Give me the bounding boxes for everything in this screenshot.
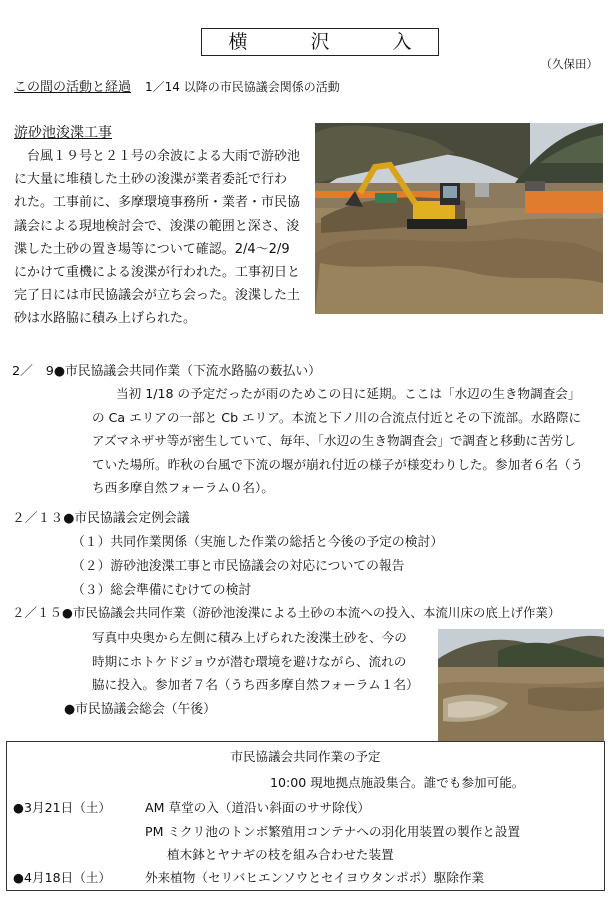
dredging-line: れた。工事前に、多摩環境事務所・業者・市民協	[14, 195, 301, 211]
schedule-title: 市民協議会共同作業の予定	[230, 749, 381, 764]
activity-heading: この間の活動と経過	[14, 80, 132, 95]
entry-0215-line: 写真中央奥から左側に積み上げられた浚渫土砂を、今の	[92, 630, 407, 645]
stream-photo	[438, 629, 604, 741]
agenda-item: （２）游砂池浚渫工事と市民協議会の対応についての報告	[72, 559, 405, 574]
schedule-date-0321: ●3月21日（土）	[13, 800, 111, 815]
title-char-3: 入	[392, 31, 412, 53]
dredging-line: に大量に堆積した土砂の浚渫が業者委託で行わ	[14, 172, 288, 188]
title-char-1: 横	[228, 31, 248, 53]
author-name: （久保田）	[540, 57, 598, 71]
entry-0209-line: ち西多摩自然フォーラム０名）。	[92, 480, 274, 496]
schedule-alien-plants: 外来植物（セリバヒエンソウとセイヨウタンポポ）駆除作業	[145, 870, 485, 885]
page-title	[201, 28, 439, 56]
schedule-date-0418: ●4月18日（土）	[13, 870, 111, 885]
dredging-line: 議会による現地検討会で、浚渫の範囲と深さ、浚	[14, 218, 300, 234]
entry-0209-line: 当初 1/18 の予定だったが雨のためこの日に延期。ここは「水辺の生き物調査会」	[116, 386, 581, 401]
schedule-meeting-info: 10:00 現地拠点施設集合。誰でも参加可能。	[270, 775, 525, 790]
dredging-line: 完了日には市民協議会が立ち会った。浚渫した土	[14, 288, 301, 304]
entry-0209-line: ていた場所。昨秋の台風で下流の堰が崩れ付近の様子が様変わりした。参加者６名（う	[92, 456, 584, 472]
schedule-am: AM 草堂の入（道沿い斜面のササ除伐）	[145, 800, 370, 815]
entry-0209-line: アズマネザサ等が密生していて、毎年、「水辺の生き物調査会」で調査と移動に苦労し	[92, 433, 576, 449]
entry-date-0209: 2／ 9●市民協議会共同作業（下流水路脇の薮払い）	[12, 364, 321, 379]
entry-0209-line: の Ca エリアの一部と Cb エリア。本流と下ノ川の合流点付近とその下流部。水路際に	[92, 409, 582, 425]
schedule-box	[6, 741, 605, 891]
agenda-item: （１）共同作業関係（実施した作業の総括と今後の予定の検討）	[72, 535, 444, 550]
schedule-pm-detail: 植木鉢とヤナギの枝を組み合わせた装置	[167, 847, 394, 862]
excavator-photo	[315, 123, 603, 314]
general-meeting: ●市民協議会総会（午後）	[64, 702, 216, 717]
dredging-line: 台風１９号と２１号の余波による大雨で游砂池	[14, 149, 301, 164]
schedule-pm: PM ミクリ池のトンボ繁殖用コンテナへの羽化用装置の製作と設置	[145, 824, 521, 839]
dredging-line: 砂は水路脇に積み上げられた。	[14, 311, 197, 327]
entry-date-0215: ２／１５●市民協議会共同作業（游砂池浚渫による土砂の本流への投入、本流川床の底上げ作業）	[12, 605, 561, 620]
dredging-line: 渫した土砂の置き場等について確認。2/4～2/9	[14, 241, 290, 257]
entry-0209-text	[92, 382, 604, 500]
activity-heading-row	[14, 76, 340, 95]
dredging-text	[14, 145, 310, 331]
entry-0215-text	[92, 626, 419, 697]
dredging-line: にかけて重機による浚渫が行われた。工事初日と	[14, 265, 301, 281]
entry-date-0213: ２／１３●市民協議会定例会議	[12, 511, 190, 526]
dredging-heading: 游砂池浚渫工事	[14, 125, 112, 141]
agenda-item: （３）総会準備にむけての検討	[72, 583, 252, 598]
entry-0215-line: 脇に投入。参加者７名（うち西多摩自然フォーラム１名）	[92, 677, 419, 693]
title-char-2: 沢	[310, 31, 330, 53]
activity-subheading: 1／14 以降の市民協議会関係の活動	[145, 80, 340, 94]
entry-0215-line: 時期にホトケドジョウが潜む環境を避けながら、流れの	[92, 653, 407, 669]
